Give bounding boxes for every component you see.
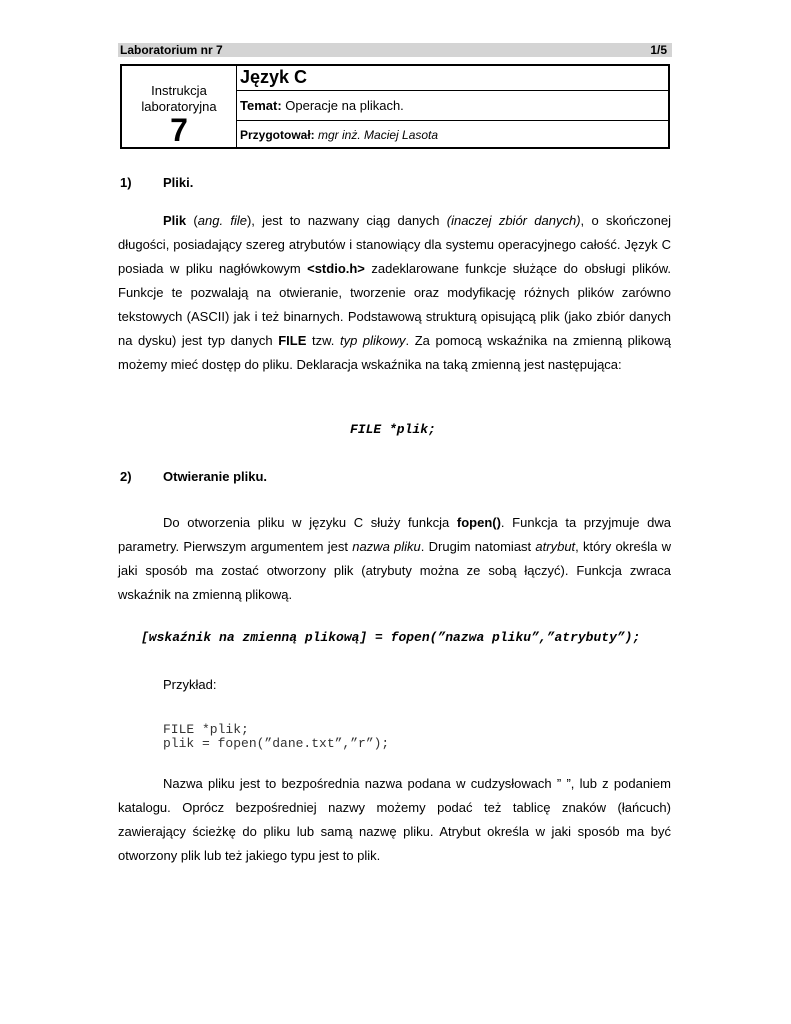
example-code-line-2: plik = fopen(”dane.txt”,”r”); [163,736,390,751]
page-header [118,43,672,57]
example-code-line-1: FILE *plik; [163,722,249,737]
section-2-number: 2) [120,469,132,484]
term-plik: Plik [163,213,187,228]
type-file: FILE [278,333,307,348]
author-label: Przygotował: [240,128,315,142]
language-title: Język C [240,67,308,87]
instruction-line2: laboratoryjna [141,99,217,114]
section-1-number: 1) [120,175,132,190]
author [240,128,438,142]
section-2-paragraph-1: Do otworzenia pliku w języku C służy funkcja fopen(). Funkcja ta przyjmuje dwa parametry. Pierwszym argumentem jest nazwa pliku. Drugim natomiast atrybut, który określa w jaki sposób ma zostać otworzony plik (atrybuty można ze sobą łączyć). Funkcja zwraca wskaźnik na zmienną plikową. [118,515,671,602]
section-2-paragraph-2: Nazwa pliku jest to bezpośrednia nazwa podana w cudzysłowach ” ”, lub z podaniem katalogu. Oprócz bezpośredniej nazwy możemy podać też tablicę znaków (łańcuch) zawierający ścieżkę do pliku lub samą nazwę pliku. Atrybut określa w jaki sposób ma być otworzony plik lub też jakiego typu jest to plik. [118,776,671,863]
section-1-title: Pliki. [163,175,194,190]
section-1-paragraph: Plik (ang. file), jest to nazwany ciąg danych (inaczej zbiór danych), o skończonej długości, posiadający szereg atrybutów i stanowiący dla systemu operacyjnego całość. Język C posiada w pliku nagłówkowym <stdio.h> zadeklarowane funkcje służące do obsługi plików. Funkcje te pozwalają na otwieranie, tworzenie oraz modyfikację różnych plików zarówno tekstowych (ASCII) jak i też binarnych. Podstawową strukturą opisującą plik (jako zbiór danych na dysku) jest typ danych FILE tzw. typ plikowy. Za pomocą wskaźnika na zmienną plikową możemy mieć dostęp do pliku. Deklaracja wskaźnika na taką zmienną jest następująca: [118,213,672,372]
title-box [120,64,670,149]
section-2-title: Otwieranie pliku. [163,469,268,484]
instruction-line1: Instrukcja [151,83,207,98]
header-page-number: 1/5 [650,43,667,57]
lab-number: 7 [170,112,188,148]
author-row [237,121,668,147]
topic-row [237,91,668,121]
header-stdio: <stdio.h> [307,261,365,276]
author-value: mgr inż. Maciej Lasota [318,128,439,142]
topic [240,98,404,113]
file-declaration-code: FILE *plik; [350,422,436,437]
fopen-term: fopen() [456,515,501,530]
fopen-syntax-code: [wskaźnik na zmienną plikową] = fopen(”nazwa pliku”,”atrybuty”); [141,630,641,645]
language-row [237,66,668,91]
instruction-cell [122,66,237,147]
topic-label: Temat: [240,98,282,113]
header-lab-title: Laboratorium nr 7 [120,43,223,57]
topic-value: Operacje na plikach. [285,98,404,113]
example-label: Przykład: [163,677,217,692]
